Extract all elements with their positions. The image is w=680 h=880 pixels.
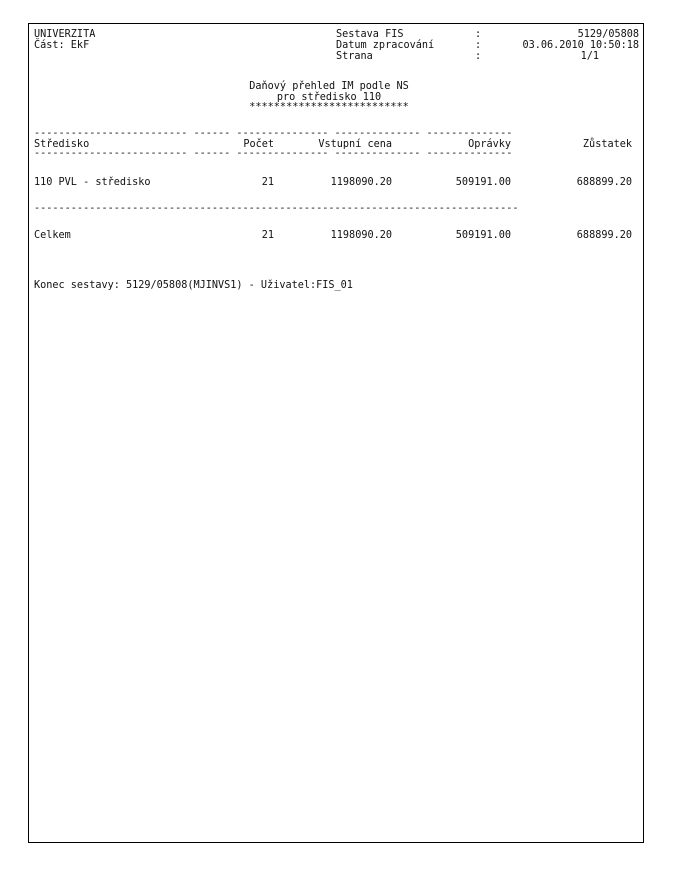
col-header-balance: Zůstatek: [582, 139, 632, 150]
report-label: Sestava FIS: [336, 29, 404, 40]
total-separator: -------------------------------------------------------------------------------: [34, 203, 519, 214]
org-name: UNIVERZITA: [34, 29, 96, 40]
report-sep: :: [475, 29, 482, 40]
page-label: Strana: [336, 51, 373, 62]
total-depreciation: 509191.00: [455, 230, 511, 241]
header-dash-top: ------------------------- ------ --------------- -------------- --------------: [34, 128, 513, 139]
date-label: Datum zpracování: [336, 40, 435, 51]
date-sep: :: [475, 40, 482, 51]
total-entry-price: 1198090.20: [330, 230, 392, 241]
total-count: 21: [261, 230, 274, 241]
processing-date: 03.06.2010 10:50:18: [522, 40, 639, 51]
report-end-line: Konec sestavy: 5129/05808(MJINVS1) - Uživatel:FIS_01: [34, 280, 353, 291]
total-balance: 688899.20: [576, 230, 632, 241]
part-label: Část: EkF: [34, 40, 90, 51]
page-number: 1/1: [580, 51, 599, 62]
row-depreciation: 509191.00: [455, 177, 511, 188]
total-label: Celkem: [34, 230, 71, 241]
row-center: 110 PVL - středisko: [34, 177, 151, 188]
col-header-count: Počet: [243, 139, 274, 150]
row-count: 21: [261, 177, 274, 188]
report-number: 5129/05808: [577, 29, 639, 40]
col-header-center: Středisko: [34, 139, 90, 150]
page-sep: :: [475, 51, 482, 62]
report-page: [28, 23, 644, 843]
row-entry-price: 1198090.20: [330, 177, 392, 188]
row-balance: 688899.20: [576, 177, 632, 188]
report-subtitle: pro středisko 110: [276, 92, 382, 103]
header-dash-bottom: ------------------------- ------ --------------- -------------- --------------: [34, 148, 513, 159]
col-header-entry-price: Vstupní cena: [318, 139, 392, 150]
title-underline: **************************: [249, 102, 409, 113]
report-title: Daňový přehled IM podle NS: [249, 81, 409, 92]
col-header-depreciation: Oprávky: [468, 139, 511, 150]
